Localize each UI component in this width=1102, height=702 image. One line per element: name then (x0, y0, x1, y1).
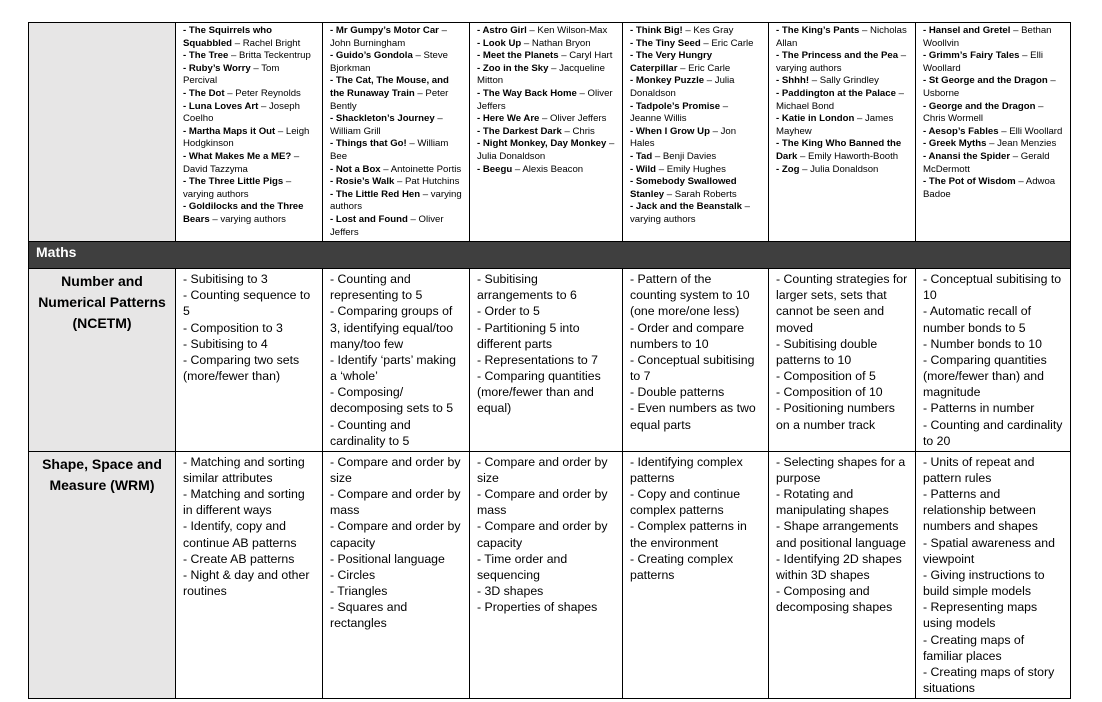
list-item: - Units of repeat and pattern rules (923, 454, 1035, 485)
book-entry (923, 75, 1063, 100)
list-item: - Composition of 10 (776, 385, 883, 400)
list-item: - Identifying 2D shapes within 3D shapes (776, 551, 902, 582)
book-author: – Peter Reynolds (224, 87, 301, 99)
book-entry (330, 138, 462, 163)
book-title: - Monkey Puzzle (630, 75, 705, 87)
book-entry (923, 126, 1063, 139)
book-author: – Jon Hales (630, 125, 737, 150)
book-title: - Anansi the Spider (923, 150, 1011, 162)
book-author: – Jacqueline Mitton (477, 62, 605, 87)
book-author: – James Mayhew (776, 113, 894, 137)
book-author: – Elli Woollard (998, 125, 1063, 137)
shape-cell (769, 451, 916, 698)
number-cell (623, 269, 769, 452)
book-title: - Rosie’s Walk (330, 176, 395, 188)
book-entry (630, 151, 761, 164)
book-entry (630, 164, 761, 177)
list-item: - Creating complex patterns (630, 551, 734, 582)
book-title: - George and the Dragon (923, 100, 1036, 112)
book-title: - Martha Maps it Out (183, 125, 276, 137)
book-author: – Julia Donaldson (630, 75, 735, 99)
list-item: - Compare and order by size (477, 454, 608, 485)
book-title: - The Tiny Seed (630, 37, 701, 49)
list-item: - Counting and cardinality to 20 (923, 417, 1063, 448)
book-author: – varying authors (776, 50, 907, 74)
list-item: - Comparing quantities (more/fewer than and equal) (477, 369, 601, 416)
list-item: - Spatial awareness and viewpoint (923, 535, 1055, 566)
section-heading: Maths (29, 242, 1071, 269)
book-author: – Nicholas Allan (776, 25, 907, 49)
book-title: - Grimm’s Fairy Tales (923, 50, 1020, 62)
list-item: - Composition of 5 (776, 369, 876, 384)
book-author: – Eric Carle (700, 37, 754, 49)
book-author: – Emily Haworth-Booth (797, 150, 899, 162)
book-author: – Steve Bjorkman (330, 50, 448, 74)
list-item: - Representing maps using models (923, 600, 1038, 631)
book-title: - Greek Myths (923, 138, 987, 150)
number-cell (916, 269, 1071, 452)
book-author: – Nathan Bryon (521, 37, 591, 49)
book-title: - Zog (776, 163, 800, 175)
book-title: - Ruby’s Worry (183, 62, 251, 74)
book-entry (183, 101, 315, 126)
shape-row-header: Shape, Space and Measure (WRM) (29, 451, 176, 698)
book-title: - The King’s Pants (776, 25, 860, 36)
list-item: - Comparing two sets (more/fewer than) (183, 352, 300, 384)
book-author: – Jeanne Willis (630, 100, 729, 125)
list-item: - Patterns and relationship between numbers and shapes (923, 487, 1038, 534)
shape-cell (323, 451, 470, 698)
book-entry (477, 88, 615, 113)
books-cell (323, 23, 470, 242)
book-entry (183, 201, 315, 226)
book-author: – Jean Menzies (986, 138, 1057, 150)
list-item: - Compare and order by capacity (477, 519, 608, 550)
book-entry (477, 63, 615, 88)
book-title: - Guido’s Gondola (330, 50, 413, 62)
book-author: – varying authors (209, 213, 286, 225)
shape-row (29, 451, 1071, 698)
book-title: - The Squirrels who Squabbled (183, 25, 273, 49)
book-entry (630, 176, 761, 201)
book-author: – Joseph Coelho (183, 100, 300, 125)
book-entry (183, 25, 315, 50)
books-cell (769, 23, 916, 242)
book-author: – Oliver Jeffers (539, 113, 607, 125)
book-author: – Michael Bond (776, 87, 904, 112)
book-entry (477, 126, 615, 139)
list-item: - Subitising arrangements to 6 (477, 272, 577, 303)
list-item: - Complex patterns in the environment (630, 519, 747, 550)
number-row (29, 269, 1071, 452)
book-author: – Adwoa Badoe (923, 176, 1056, 200)
list-item: - Identify, copy and continue AB patterns (183, 519, 297, 550)
book-title: - Meet the Planets (477, 50, 559, 62)
book-author: – varying authors (630, 201, 750, 225)
book-title: - The Dot (183, 87, 225, 99)
list-item: - Identifying complex patterns (630, 454, 743, 485)
list-item: - Compare and order by capacity (330, 519, 461, 550)
number-cell (176, 269, 323, 452)
book-author: – John Burningham (330, 25, 447, 49)
book-author: – Alexis Beacon (512, 163, 584, 175)
list-item: - 3D shapes (477, 584, 544, 599)
book-entry (477, 113, 615, 126)
book-title: - Mr Gumpy’s Motor Car (330, 25, 439, 36)
list-item: - Representations to 7 (477, 352, 598, 367)
book-title: - What Makes Me a ME? (183, 150, 292, 162)
book-title: - The Three Little Pigs (183, 176, 284, 188)
book-entry (776, 88, 908, 113)
book-title: - Things that Go! (330, 138, 407, 150)
book-title: - Aesop’s Fables (923, 125, 999, 137)
book-entry (477, 164, 615, 177)
list-item: - Giving instructions to build simple models (923, 567, 1045, 599)
list-item: - Patterns in number (923, 401, 1035, 416)
book-title: - When I Grow Up (630, 125, 710, 137)
list-item: - Properties of shapes (477, 600, 598, 615)
book-entry (923, 50, 1063, 75)
book-author: – varying authors (183, 176, 292, 200)
book-entry (923, 151, 1063, 176)
book-title: - The Tree (183, 50, 229, 62)
list-item: - Comparing quantities (more/fewer than) and magnitude (923, 352, 1047, 400)
book-entry (330, 214, 462, 239)
list-item: - Circles (330, 567, 376, 582)
book-author: – Oliver Jeffers (330, 213, 444, 238)
book-title: - The Darkest Dark (477, 125, 562, 137)
book-title: - Katie in London (776, 113, 855, 125)
curriculum-table (28, 22, 1071, 699)
list-item: - Counting and representing to 5 (330, 272, 423, 303)
book-title: - The King Who Banned the Dark (776, 138, 902, 162)
book-author: – Sally Grindley (809, 75, 879, 87)
book-title: - Wild (630, 163, 657, 175)
book-entry (923, 138, 1063, 151)
book-title: - Zoo in the Sky (477, 62, 549, 74)
book-entry (776, 113, 908, 138)
book-title: - St George and the Dragon (923, 75, 1048, 87)
book-author: – Emily Hughes (656, 163, 726, 175)
list-item: - Number bonds to 10 (923, 336, 1042, 351)
list-item: - Counting strategies for larger sets, sets that cannot be seen and moved (776, 272, 908, 335)
list-item: - Subitising to 3 (183, 272, 268, 287)
list-item: - Order to 5 (477, 304, 540, 319)
book-title: - Hansel and Gretel (923, 25, 1011, 36)
list-item: - Subitising to 4 (183, 336, 268, 351)
list-item: - Order and compare numbers to 10 (630, 320, 745, 351)
book-title: - Shackleton’s Journey (330, 113, 435, 125)
book-entry (923, 25, 1063, 50)
book-author: – Bethan Woollvin (923, 25, 1052, 49)
book-title: - Look Up (477, 37, 522, 49)
book-entry (330, 164, 462, 177)
book-entry (630, 25, 761, 38)
book-entry (776, 25, 908, 50)
books-row (29, 23, 1071, 242)
book-entry (183, 151, 315, 176)
shape-cell (623, 451, 769, 698)
list-item: - Time order and sequencing (477, 551, 568, 582)
list-item: - Creating maps of story situations (923, 664, 1055, 695)
books-cell (623, 23, 769, 242)
book-title: - Tadpole’s Promise (630, 100, 721, 112)
book-author: – varying authors (330, 188, 462, 213)
list-item: - Identify ‘parts’ making a ‘whole’ (330, 352, 456, 384)
list-item: - Create AB patterns (183, 551, 295, 566)
list-item: - Rotating and manipulating shapes (776, 487, 889, 518)
book-entry (776, 138, 908, 163)
book-entry (477, 25, 615, 38)
book-author: – Antoinette Portis (380, 163, 462, 175)
book-entry (330, 75, 462, 113)
book-title: - The Very Hungry Caterpillar (630, 50, 713, 74)
list-item: - Automatic recall of number bonds to 5 (923, 304, 1031, 335)
book-entry (630, 75, 761, 100)
number-cell (769, 269, 916, 452)
list-item: - Subitising double patterns to 10 (776, 336, 878, 367)
book-author: – Julia Donaldson (799, 163, 879, 175)
book-author: – Julia Donaldson (477, 138, 615, 162)
list-item: - Conceptual subitising to 7 (630, 352, 755, 384)
book-author: – Peter Bently (330, 87, 449, 112)
book-entry (477, 38, 615, 51)
list-item: - Compare and order by size (330, 454, 461, 485)
book-entry (477, 50, 615, 63)
list-item: - Double patterns (630, 385, 725, 400)
book-author: – Elli Woollard (923, 50, 1043, 74)
book-entry (776, 164, 908, 177)
list-item: - Positioning numbers on a number track (776, 401, 895, 432)
book-author: – Pat Hutchins (394, 176, 460, 188)
number-row-header: Number and Numerical Patterns (NCETM) (29, 269, 176, 452)
list-item: - Copy and continue complex patterns (630, 487, 741, 518)
shape-cell (176, 451, 323, 698)
book-author: – William Bee (330, 138, 449, 162)
book-entry (330, 50, 462, 75)
book-entry (183, 63, 315, 88)
book-entry (630, 50, 761, 75)
book-author: – Chris Wormell (923, 100, 1044, 125)
book-entry (630, 126, 761, 151)
list-item: - Night & day and other routines (183, 567, 310, 599)
number-cell (470, 269, 623, 452)
book-entry (330, 176, 462, 189)
book-entry (183, 126, 315, 151)
list-item: - Pattern of the counting system to 10 (one more/one less) (630, 272, 750, 319)
shape-cell (470, 451, 623, 698)
book-title: - Paddington at the Palace (776, 87, 896, 99)
list-item: - Shape arrangements and positional language (776, 519, 906, 550)
book-author: – Sarah Roberts (664, 188, 737, 200)
book-title: - The Cat, The Mouse, and the Runaway Train (330, 75, 449, 99)
book-title: - Beegu (477, 163, 513, 175)
book-title: - Night Monkey, Day Monkey (477, 138, 607, 150)
book-entry (183, 50, 315, 63)
book-author: – Kes Gray (682, 25, 734, 36)
books-cell (176, 23, 323, 242)
book-entry (923, 176, 1063, 201)
list-item: - Squares and rectangles (330, 600, 408, 631)
book-title: - Somebody Swallowed Stanley (630, 176, 737, 200)
list-item: - Matching and sorting in different ways (183, 487, 305, 518)
book-entry (923, 101, 1063, 126)
book-author: – Usborne (923, 75, 1056, 99)
book-author: – Benji Davies (652, 150, 717, 162)
list-item: - Counting sequence to 5 (183, 288, 311, 319)
book-author: – David Tazzyma (183, 150, 300, 175)
book-entry (630, 38, 761, 51)
number-cell (323, 269, 470, 452)
book-author: – Chris (561, 125, 595, 137)
list-item: - Triangles (330, 584, 388, 599)
book-title: - The Way Back Home (477, 87, 577, 99)
book-title: - Shhh! (776, 75, 810, 87)
books-row-header (29, 23, 176, 242)
list-item: - Positional language (330, 551, 445, 566)
book-author: – Gerald McDermott (923, 150, 1050, 175)
book-entry (183, 88, 315, 101)
book-title: - Here We Are (477, 113, 540, 125)
book-entry (330, 25, 462, 50)
list-item: - Comparing groups of 3, identifying equal/too many/too few (330, 304, 454, 351)
section-row (29, 242, 1071, 269)
book-entry (183, 176, 315, 201)
book-title: - Jack and the Beanstalk (630, 201, 742, 213)
list-item: - Composing/ decomposing sets to 5 (330, 385, 454, 416)
books-cell (470, 23, 623, 242)
book-author: – Leigh Hodgkinson (183, 125, 310, 150)
book-author: – Oliver Jeffers (477, 87, 613, 112)
book-title: - Not a Box (330, 163, 381, 175)
shape-cell (916, 451, 1071, 698)
book-title: - The Princess and the Pea (776, 50, 899, 62)
book-author: – Rachel Bright (232, 37, 301, 49)
book-author: – Britta Teckentrup (228, 50, 311, 62)
book-title: - Goldilocks and the Three Bears (183, 201, 304, 225)
book-title: - Tad (630, 150, 653, 162)
book-entry (776, 75, 908, 88)
book-title: - Lost and Found (330, 213, 408, 225)
book-author: – Caryl Hart (558, 50, 613, 62)
book-entry (776, 50, 908, 75)
book-entry (330, 189, 462, 214)
list-item: - Matching and sorting similar attributes (183, 454, 305, 485)
list-item: - Partitioning 5 into different parts (477, 320, 580, 351)
list-item: - Compare and order by mass (477, 487, 608, 518)
book-author: – Eric Carle (677, 62, 731, 74)
list-item: - Counting and cardinality to 5 (330, 417, 411, 448)
books-cell (916, 23, 1071, 242)
book-entry (477, 138, 615, 163)
book-entry (330, 113, 462, 138)
book-entry (630, 201, 761, 226)
list-item: - Creating maps of familiar places (923, 632, 1025, 663)
book-title: - Luna Loves Art (183, 100, 259, 112)
book-author: – Ken Wilson-Max (526, 25, 608, 36)
list-item: - Composing and decomposing shapes (776, 584, 893, 615)
book-title: - The Little Red Hen (330, 188, 421, 200)
list-item: - Even numbers as two equal parts (630, 401, 756, 432)
book-title: - Think Big! (630, 25, 683, 36)
book-author: – Tom Percival (183, 62, 280, 87)
list-item: - Compare and order by mass (330, 487, 461, 518)
book-title: - The Pot of Wisdom (923, 176, 1016, 188)
list-item: - Selecting shapes for a purpose (776, 454, 906, 485)
book-title: - Astro Girl (477, 25, 527, 36)
book-author: – William Grill (330, 113, 443, 137)
book-entry (630, 101, 761, 126)
list-item: - Conceptual subitising to 10 (923, 272, 1062, 303)
list-item: - Composition to 3 (183, 320, 283, 335)
